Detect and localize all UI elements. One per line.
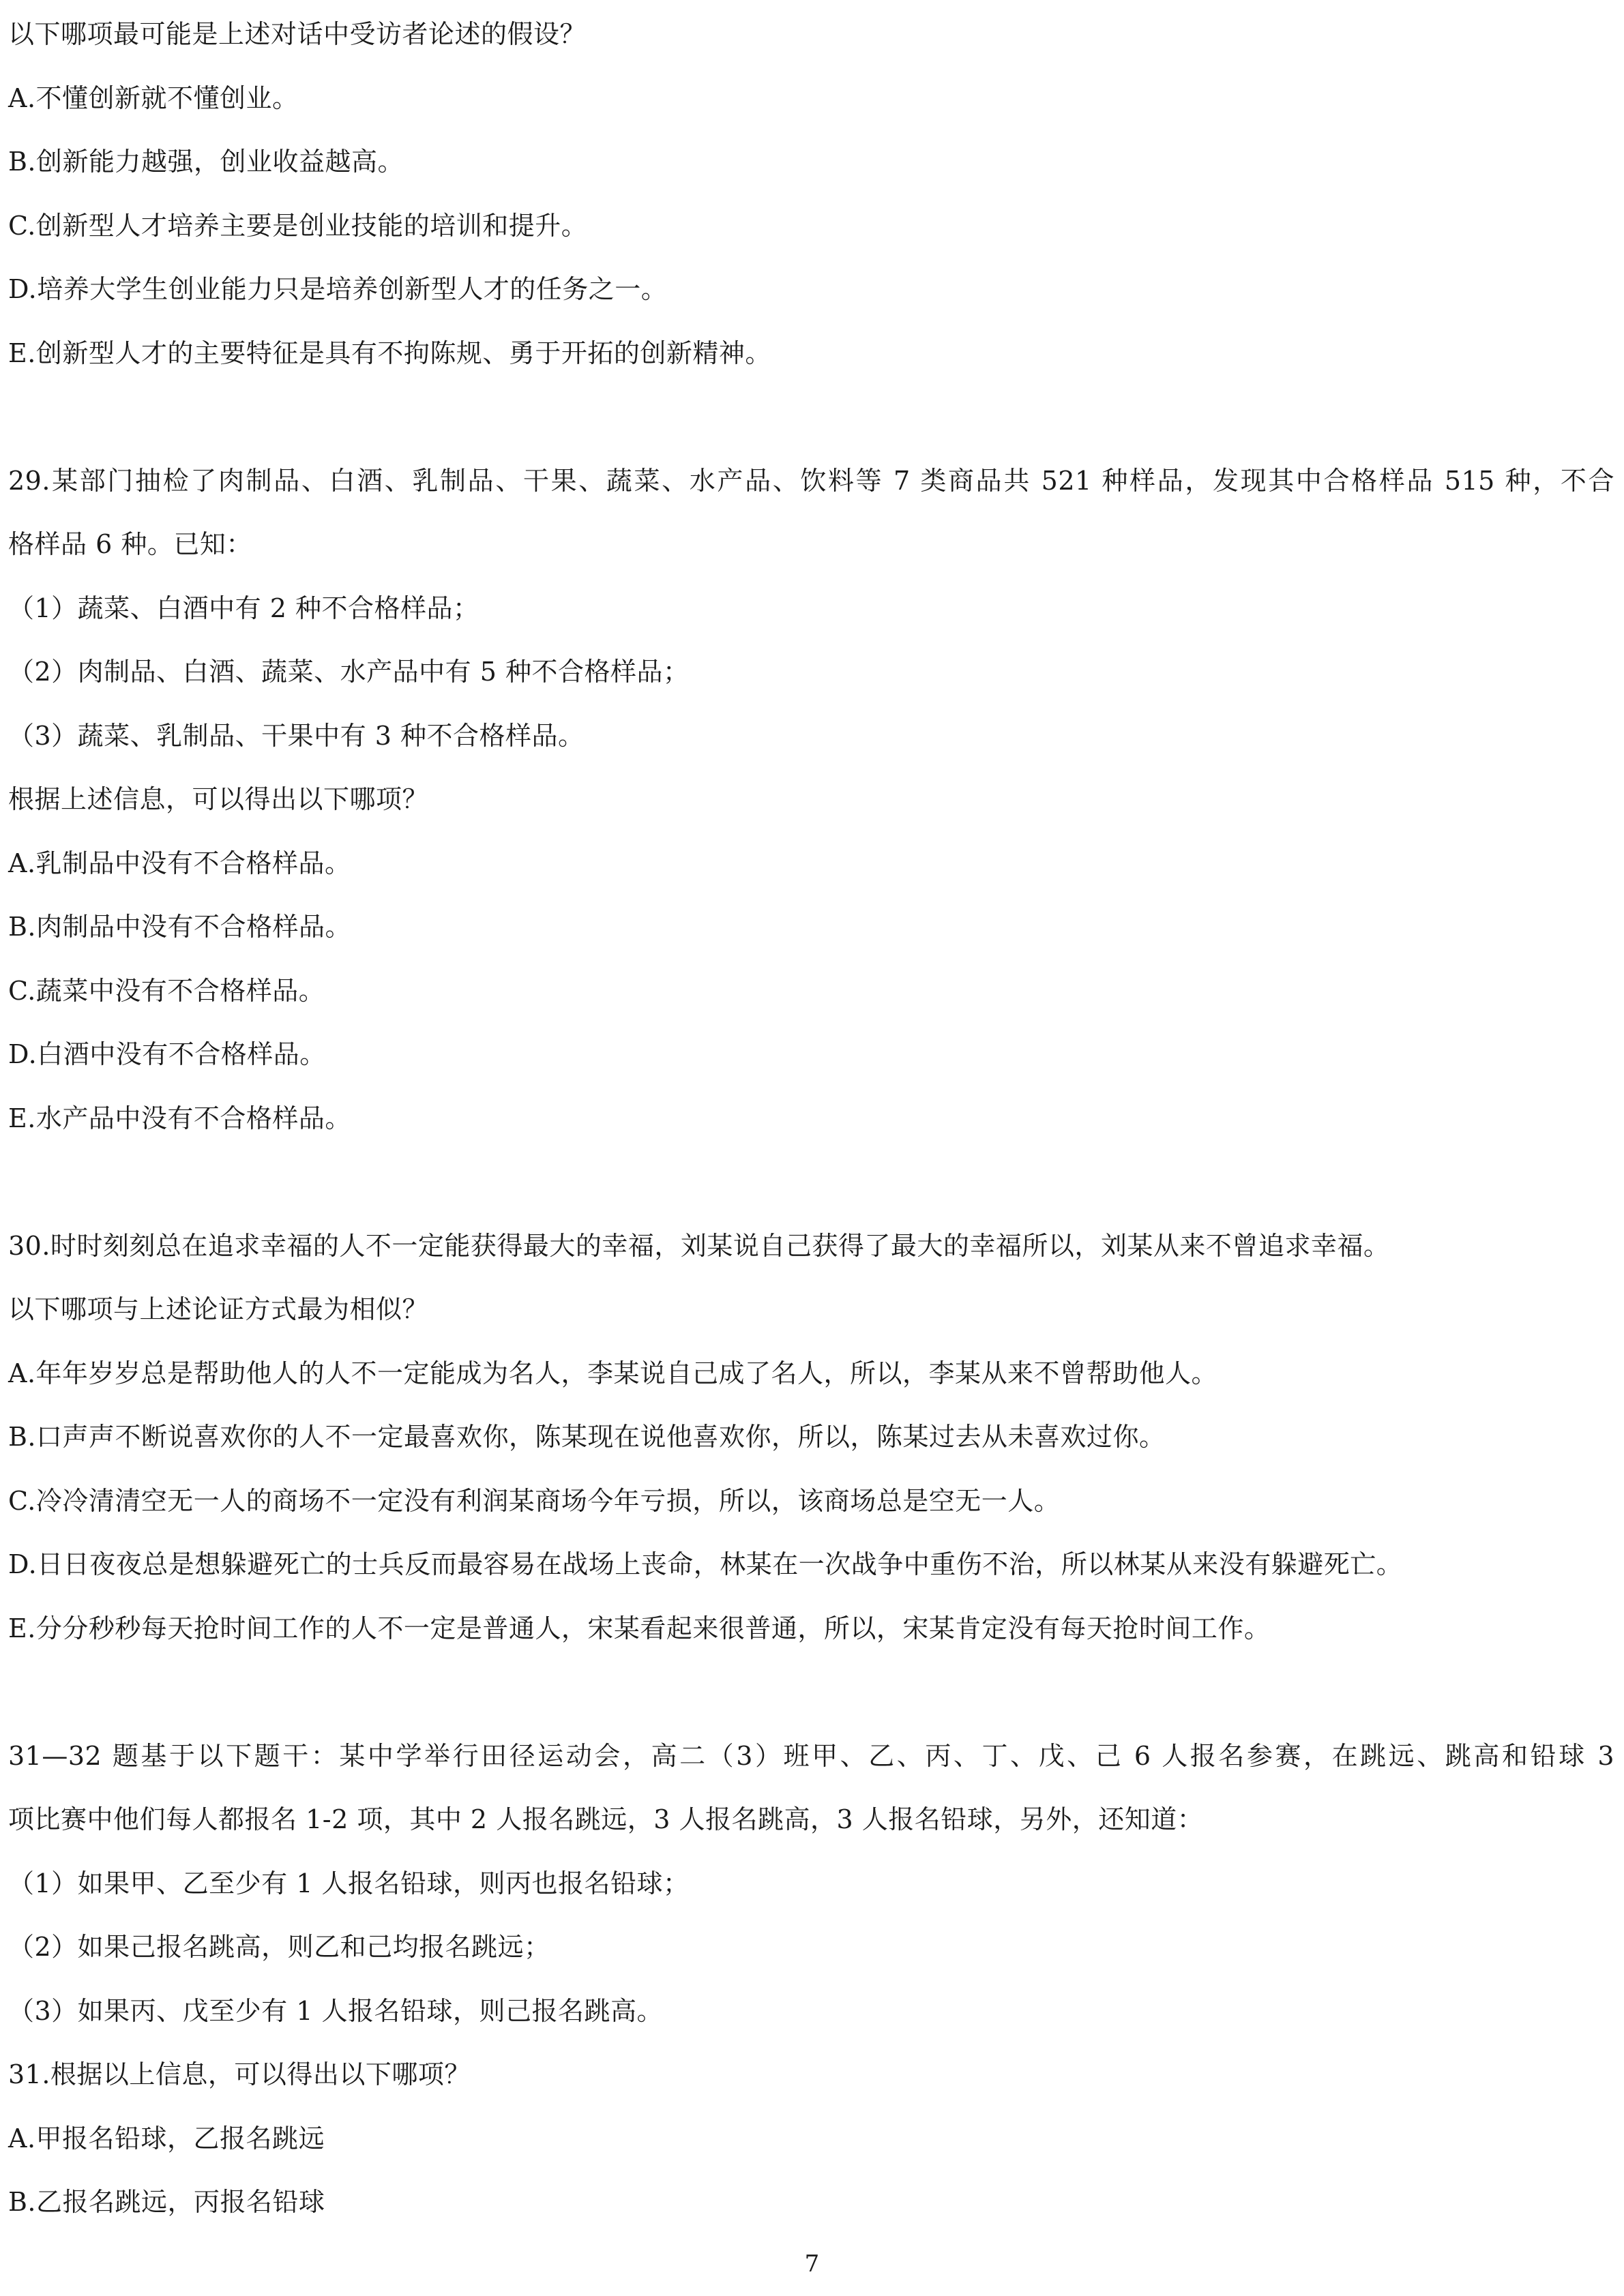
q29-option-c: C.蔬菜中没有不合格样品。	[8, 975, 325, 1006]
q31-option-a: A.甲报名铅球，乙报名跳远	[8, 2123, 325, 2153]
q28-option-e: E.创新型人才的主要特征是具有不拘陈规、勇于开拓的创新精神。	[8, 338, 771, 368]
section-gap	[8, 1671, 1614, 1735]
q31-32-stem-line-1: 31—32 题基于以下题干：某中学举行田径运动会，高二（3）班甲、乙、丙、丁、戊、己 6 人报名参赛，在跳远、跳高和铅球 3	[8, 1740, 1614, 1771]
q31-prompt: 31.根据以上信息，可以得出以下哪项？	[8, 2059, 471, 2089]
exam-page	[8, 14, 1614, 2246]
q31-32-condition-1: （1）如果甲、乙至少有 1 人报名铅球，则丙也报名铅球；	[8, 1868, 690, 1898]
q30-prompt: 以下哪项与上述论证方式最为相似？	[8, 1294, 429, 1324]
q31-32-stem-line-2: 项比赛中他们每人都报名 1-2 项，其中 2 人报名跳远，3 人报名跳高，3 人报名铅球，另外，还知道：	[8, 1804, 1204, 1834]
q28-option-c: C.创新型人才培养主要是创业技能的培训和提升。	[8, 210, 588, 241]
q31-32-condition-2: （2）如果己报名跳高，则乙和己均报名跳远；	[8, 1932, 550, 1962]
q29-condition-2: （2）肉制品、白酒、蔬菜、水产品中有 5 种不合格样品；	[8, 657, 690, 687]
q29-option-e: E.水产品中没有不合格样品。	[8, 1103, 351, 1133]
q30-option-a: A.年年岁岁总是帮助他人的人不一定能成为名人，李某说自己成了名人，所以，李某从来不曾帮助他人。	[8, 1358, 1218, 1388]
q29-condition-3: （3）蔬菜、乳制品、干果中有 3 种不合格样品。	[8, 720, 585, 751]
section-gap	[8, 1161, 1614, 1225]
q29-condition-1: （1）蔬菜、白酒中有 2 种不合格样品；	[8, 593, 479, 623]
q29-stem-line-2: 格样品 6 种。已知：	[8, 529, 252, 559]
q29-option-a: A.乳制品中没有不合格样品。	[8, 848, 351, 878]
q29-prompt: 根据上述信息，可以得出以下哪项？	[8, 784, 429, 814]
section-gap	[8, 396, 1614, 460]
q29-stem-line-1: 29.某部门抽检了肉制品、白酒、乳制品、干果、蔬菜、水产品、饮料等 7 类商品共 521 种样品，发现其中合格样品 515 种，不合	[8, 465, 1614, 496]
q30-option-c: C.冷冷清清空无一人的商场不一定没有利润某商场今年亏损，所以，该商场总是空无一人。	[8, 1485, 1061, 1516]
q28-prompt: 以下哪项最可能是上述对话中受访者论述的假设？	[8, 19, 587, 49]
q30-option-d: D.日日夜夜总是想躲避死亡的士兵反而最容易在战场上丧命，林某在一次战争中重伤不治，所以林某从来没有躲避死亡。	[8, 1549, 1403, 1579]
q30-option-e: E.分分秒秒每天抢时间工作的人不一定是普通人，宋某看起来很普通，所以，宋某肯定没有每天抢时间工作。	[8, 1613, 1271, 1643]
q30-stem: 30.时时刻刻总在追求幸福的人不一定能获得最大的幸福，刘某说自己获得了最大的幸福所以，刘某从来不曾追求幸福。	[8, 1230, 1390, 1261]
q29-option-d: D.白酒中没有不合格样品。	[8, 1039, 326, 1069]
q31-32-condition-3: （3）如果丙、戊至少有 1 人报名铅球，则己报名跳高。	[8, 1995, 664, 2026]
page-number: 7	[804, 2250, 820, 2278]
q28-option-b: B.创新能力越强，创业收益越高。	[8, 147, 404, 177]
q31-option-b: B.乙报名跳远，丙报名铅球	[8, 2187, 325, 2217]
q28-option-d: D.培养大学生创业能力只是培养创新型人才的任务之一。	[8, 274, 668, 304]
q30-option-b: B.口声声不断说喜欢你的人不一定最喜欢你，陈某现在说他喜欢你，所以，陈某过去从未喜欢过你。	[8, 1422, 1166, 1452]
q28-option-a: A.不懂创新就不懂创业。	[8, 83, 299, 113]
q29-option-b: B.肉制品中没有不合格样品。	[8, 912, 352, 942]
